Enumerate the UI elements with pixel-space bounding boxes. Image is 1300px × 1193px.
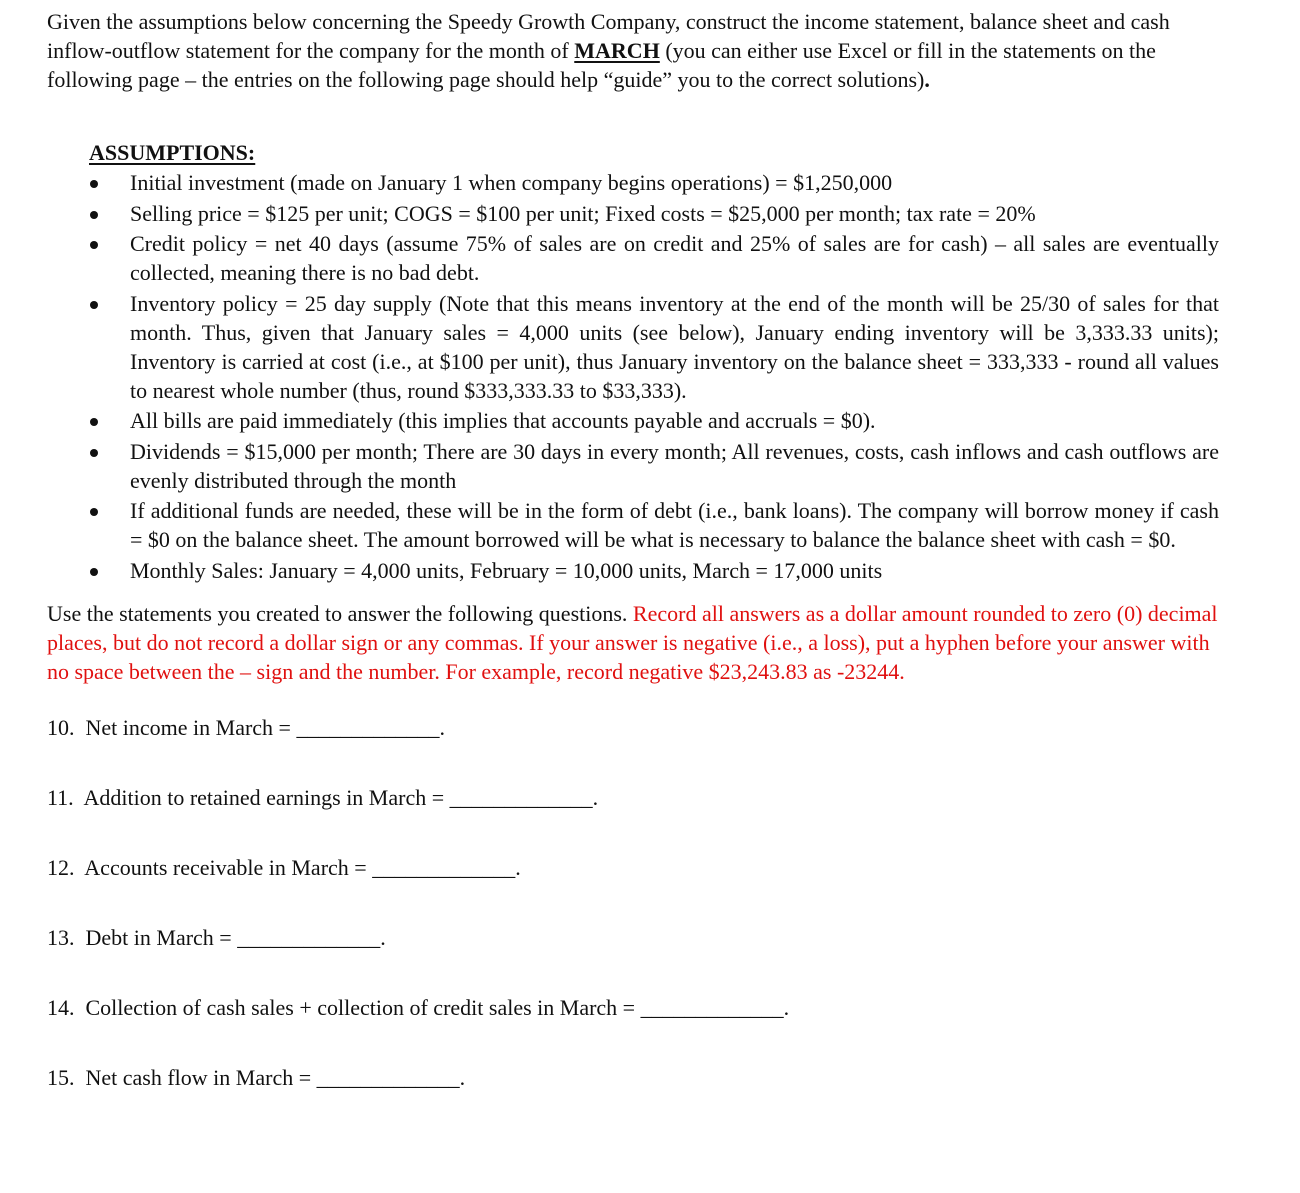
assumption-text: Inventory policy = 25 day supply (Note that this means inventory at the end of the month will be 25/30 of sales for that month. Thus, given that January sales = 4,000 units (see below), January ending inventory will be 3,333.33 units); Inventory is carried at cost (i.e., at $100 per unit), thus January inventory on the balance sheet = 333,333 - round all values to nearest whole number (thus, round $333,333.33 to $33,333). [130,290,1219,403]
question-number: 14. [47,994,75,1020]
intro-text-part2: (you can either use Excel or fill in the statements on the following page – the entries on the following page should help “guide” you to the correct solutions [47,38,1156,92]
document-page [47,7,1219,1092]
answer-blank[interactable]: _____________ [237,924,381,950]
question-number: 11. [47,784,74,810]
question-15 [47,1063,1219,1092]
intro-month: MARCH [574,38,660,63]
question-text: Net income in March = [85,714,297,740]
bullet-icon [90,437,102,457]
question-number: 12. [47,854,75,880]
assumption-text: Initial investment (made on January 1 when company begins operations) = $1,250,000 [130,170,893,195]
assumption-text: Selling price = $125 per unit; COGS = $100 per unit; Fixed costs = $25,000 per month; tax rate = 20% [130,200,1036,226]
question-text: Collection of cash sales + collection of credit sales in March = [85,994,641,1020]
intro-text-part1: Given the assumptions below concerning the Speedy Growth Company, construct the income statement, balance sheet and cash inflow-outflow statement for the company for the month of [47,9,1170,63]
bullet-icon [90,496,102,516]
question-end: . [783,994,790,1020]
assumption-item [89,496,1219,554]
question-text: Accounts receivable in March = [84,854,373,880]
assumption-text: If additional funds are needed, these will be in the form of debt (i.e., bank loans). The company will borrow money if cash = $0 on the balance sheet. The amount borrowed will be what is necessary to balance the balance sheet with cash = $0. [130,498,1219,552]
question-text: Debt in March = [85,924,238,950]
question-11 [47,783,1219,812]
question-end: . [459,1064,466,1090]
question-end: . [515,854,521,880]
question-end: . [592,784,599,810]
answer-blank[interactable]: _____________ [640,994,784,1020]
instructions-paragraph [47,599,1219,686]
assumption-item [89,168,1219,197]
bullet-icon [90,199,102,219]
question-end: . [380,924,386,950]
assumption-item [89,229,1219,287]
question-text: Net cash flow in March = [85,1064,317,1090]
bullet-icon [90,229,102,249]
assumption-text: Monthly Sales: January = 4,000 units, February = 10,000 units, March = 17,000 units [130,557,883,583]
question-number: 15. [47,1064,75,1090]
question-12 [47,853,1219,882]
question-end: . [439,714,445,740]
bullet-icon [90,289,102,309]
answer-blank[interactable]: _____________ [372,854,516,880]
answer-blank[interactable]: _____________ [296,714,440,740]
instructions-text: Use the statements you created to answer the following questions. [47,600,633,626]
question-number: 13. [47,924,75,950]
bullet-icon [90,406,102,426]
question-text: Addition to retained earnings in March = [83,784,450,810]
assumption-item [89,289,1219,405]
assumption-item [89,199,1219,228]
question-13 [47,923,1219,952]
assumption-text: All bills are paid immediately (this implies that accounts payable and accruals = $0). [130,408,876,433]
assumption-text: Credit policy = net 40 days (assume 75% of sales are on credit and 25% of sales are for cash) – all sales are eventually collected, meaning there is no bad debt. [130,231,1219,285]
question-10 [47,713,1219,742]
intro-end-mark: . [924,67,930,92]
assumption-text: Dividends = $15,000 per month; There are 30 days in every month; All revenues, costs, cash inflows and cash outflows are evenly distributed through the month [130,438,1219,493]
question-14 [47,993,1219,1022]
assumption-item [89,556,1219,585]
question-number: 10. [47,714,75,740]
assumptions-heading: ASSUMPTIONS: [89,140,256,165]
intro-paragraph: Given the assumptions below concerning the Speedy Growth Company, construct the income statement, balance sheet and cash inflow-outflow statement for the company for the month of MARCH (you can either use Excel or fill in the statements on the following page – the entries on the following page should help “guide” you to the correct solutions). [47,9,1170,92]
bullet-icon [90,168,102,188]
assumptions-list [89,168,1219,585]
assumption-item [89,437,1219,495]
assumptions-section [89,138,1219,585]
answer-blank[interactable]: _____________ [449,784,593,810]
instructions-red-text: Record all answers as a dollar amount rounded to zero (0) decimal places, but do not record a dollar sign or any commas. If your answer is negative (i.e., a loss), put a hyphen before your answer with no space between the – sign and the number. For example, record negative $23,243.83 as -23244. [47,600,1218,684]
bullet-icon [90,556,102,576]
answer-blank[interactable]: _____________ [316,1064,460,1090]
assumption-item [89,406,1219,435]
